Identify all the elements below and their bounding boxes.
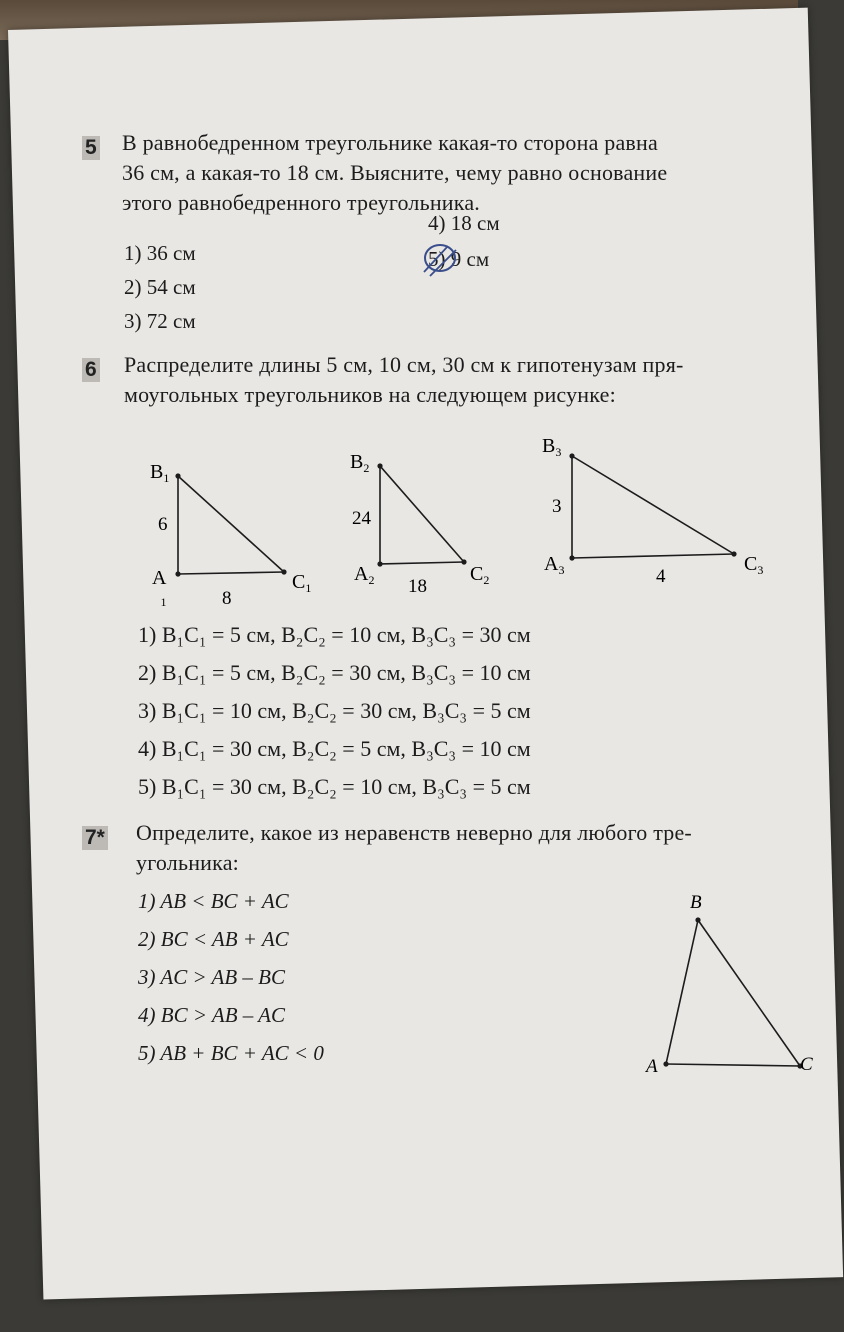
fig3-label-b: $B_3$ <box>542 435 562 459</box>
q7-label-c: C <box>800 1054 813 1075</box>
q5-line-3: этого равнобедренного треугольника. <box>122 190 480 215</box>
q7-number: 7* <box>82 826 108 850</box>
q5-option-5-text: 9 см <box>450 247 490 271</box>
q6-line-2: моугольных треугольников на следующем рисунке: <box>124 382 616 407</box>
fig1-label-a: A 1 <box>152 567 167 609</box>
q7-line-1: Определите, какое из неравенств неверно для любого тре- <box>136 820 692 845</box>
q6-figure-2 <box>338 428 538 608</box>
fig2-label-a: $A_2$ <box>354 563 375 587</box>
fig3-label-vertical: 3 <box>552 496 562 517</box>
q7-label-a: A <box>646 1056 658 1077</box>
q5-option-2[interactable]: 2) 54 см <box>124 275 196 299</box>
q6-option-5[interactable]: 5) B₁C₁ = 30 см, B₂C₂ = 10 см, B₃C₃ = 5 см <box>138 774 531 799</box>
q6-line-1: Распределите длины 5 см, 10 см, 30 см к гипотенузам пря- <box>124 352 684 377</box>
fig2-label-horizontal: 18 <box>408 576 427 597</box>
q7-option-2[interactable]: 2) BC < AB + AC <box>138 927 289 951</box>
q6-option-1[interactable]: 1) B₁C₁ = 5 см, B₂C₂ = 10 см, B₃C₃ = 30 см <box>138 622 531 647</box>
textbook-page <box>8 8 843 1300</box>
fig3-label-a: $A_3$ <box>544 553 565 577</box>
fig2-label-c: $C_2$ <box>470 563 490 587</box>
q6-option-3[interactable]: 3) B₁C₁ = 10 см, B₂C₂ = 30 см, B₃C₃ = 5 см <box>138 698 531 723</box>
fig3-label-c: $C_3$ <box>744 553 764 577</box>
fig2-label-b: $B_2$ <box>350 451 370 475</box>
q6-figure-1 <box>138 432 338 612</box>
q7-option-5[interactable]: 5) AB + BC + AC < 0 <box>138 1041 324 1065</box>
q7-figure-triangle <box>628 876 813 1077</box>
handwritten-circle-mark-icon <box>418 236 468 280</box>
q7-option-1[interactable]: 1) AB < BC + AC <box>138 889 289 913</box>
q5-line-1: В равнобедренном треугольнике какая-то сторона равна <box>122 130 658 155</box>
q6-option-2[interactable]: 2) B₁C₁ = 5 см, B₂C₂ = 30 см, B₃C₃ = 10 см <box>138 660 531 685</box>
q7-label-b: B <box>690 892 702 913</box>
q7-line-2: угольника: <box>136 850 239 875</box>
q5-number: 5 <box>82 136 100 160</box>
q5-option-5-prefix: 5) <box>428 247 446 271</box>
q6-figure-3 <box>528 422 798 592</box>
fig2-label-vertical: 24 <box>352 508 371 529</box>
q6-number: 6 <box>82 358 100 382</box>
q7-option-4[interactable]: 4) BC > AB – AC <box>138 1003 285 1027</box>
q7-option-3[interactable]: 3) AC > AB – BC <box>138 965 285 989</box>
fig1-label-b: $B_1$ <box>150 461 170 485</box>
fig3-label-horizontal: 4 <box>656 566 666 587</box>
q5-line-2: 36 см, а какая-то 18 см. Выясните, чему равно основание <box>122 160 668 185</box>
fig1-label-horizontal: 8 <box>222 588 232 609</box>
fig1-label-c: $C_1$ <box>292 571 312 595</box>
fig1-label-vertical: 6 <box>158 514 168 535</box>
q6-option-4[interactable]: 4) B₁C₁ = 30 см, B₂C₂ = 5 см, B₃C₃ = 10 см <box>138 736 531 761</box>
q5-option-1[interactable]: 1) 36 см <box>124 241 196 265</box>
q5-option-4[interactable]: 4) 18 см <box>428 211 500 235</box>
q5-option-3[interactable]: 3) 72 см <box>124 309 196 333</box>
